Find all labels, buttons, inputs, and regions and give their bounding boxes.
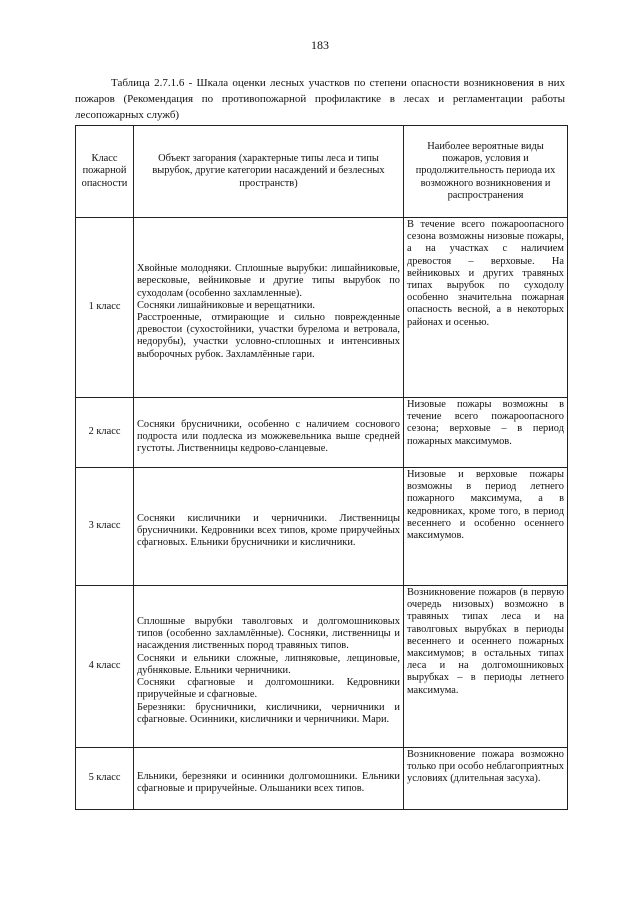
table-row xyxy=(76,748,568,810)
object-cell xyxy=(134,398,404,468)
object-paragraph: Расстроенные, отмирающие и сильно поврежденные древостои (сухостойники, участки бурелома и ветровала, недорубы), участки условно-сплошных и интенсивных выборочных рубок. Захламлённые гари. xyxy=(137,312,400,360)
class-cell: 5 класс xyxy=(76,748,134,810)
header-class: Класс пожарной опасности xyxy=(76,126,134,218)
table-row xyxy=(76,468,568,586)
risk-cell: Возникновение пожара возможно только при особо неблагоприятных условиях (длительная засуха). xyxy=(404,748,568,810)
risk-cell: Возникновение пожаров (в первую очередь низовых) возможно в травяных типах леса и на таволговых вырубках в периоды весеннего и осеннего пожарных максимумов; в остальных типах леса и на долгомошниковых вырубках – в периоды летнего максимума. xyxy=(404,586,568,748)
table-row xyxy=(76,586,568,748)
page-number: 183 xyxy=(311,38,329,52)
object-cell xyxy=(134,218,404,398)
object-paragraph: Сосняки и ельники сложные, липняковые, лещиновые, дубняковые. Ельники черничники. xyxy=(137,652,400,676)
object-cell xyxy=(134,468,404,586)
class-cell: 3 класс xyxy=(76,468,134,586)
object-paragraph: Хвойные молодняки. Сплошные вырубки: лишайниковые, вересковые, вейниковые и другие типы вырубок по суходолам (особенно захламленные). xyxy=(137,263,400,299)
object-paragraph: Ельники, березняки и осинники долгомошники. Ельники сфагновые и приручейные. Ольшаники всех типов. xyxy=(137,770,400,794)
object-paragraph: Березняки: брусничники, кисличники, черничники и сфагновые. Осинники, кисличники и черничники. Мари. xyxy=(137,701,400,725)
class-cell: 2 класс xyxy=(76,398,134,468)
table-header-row xyxy=(76,126,568,218)
risk-cell: В течение всего пожароопасного сезона возможны низовые пожары, а на участках с наличием древостоя – верховые. На вейниковых и других травяных типах вырубок по суходолу особенно значительна пожарная опасность весной, а в некоторых районах и осенью. xyxy=(404,218,568,398)
fire-danger-table xyxy=(75,125,568,810)
object-paragraph: Сосняки лишайниковые и верещатники. xyxy=(137,299,316,311)
object-cell xyxy=(134,748,404,810)
risk-cell: Низовые пожары возможны в течение всего пожароопасного сезона; верховые – в период пожарных максимумов. xyxy=(404,398,568,468)
object-paragraph: Сосняки кисличники и черничники. Лиственницы брусничники. Кедровники всех типов, кроме приручейных сфагновых. Ельники брусничники и кисличники. xyxy=(137,512,400,549)
object-paragraph: Сосняки сфагновые и долгомошники. Кедровники приручейные и сфагновые. xyxy=(137,677,400,701)
object-paragraph: Сосняки брусничники, особенно с наличием соснового подроста или подлеска из можжевельника выше средней густоты. Лиственницы кедрово-сланцевые. xyxy=(137,418,400,455)
table-caption: Таблица 2.7.1.6 - Шкала оценки лесных участков по степени опасности возникновения в них пожаров (Рекомендация по противопожарной профилактике в лесах и регламентации работы лесопожарных служб) xyxy=(75,77,565,121)
object-cell xyxy=(134,586,404,748)
header-object: Объект загорания (характерные типы леса и типы вырубок, другие категории насаждений и безлесных пространств) xyxy=(134,126,404,218)
table-row xyxy=(76,218,568,398)
object-paragraph: Сплошные вырубки таволговых и долгомошниковых типов (особенно захламлённые). Сосняки, лиственницы и насаждения лиственных пород травяных типов. xyxy=(137,616,400,652)
class-cell: 4 класс xyxy=(76,586,134,748)
table-row xyxy=(76,398,568,468)
header-risk: Наиболее вероятные виды пожаров, условия и продолжительность периода их возможного возникновения и распространения xyxy=(404,126,568,218)
class-cell: 1 класс xyxy=(76,218,134,398)
risk-cell: Низовые и верховые пожары возможны в период летнего пожарного максимума, а в кедровниках, кроме того, в период весеннего и особенно осеннего максимумов. xyxy=(404,468,568,586)
